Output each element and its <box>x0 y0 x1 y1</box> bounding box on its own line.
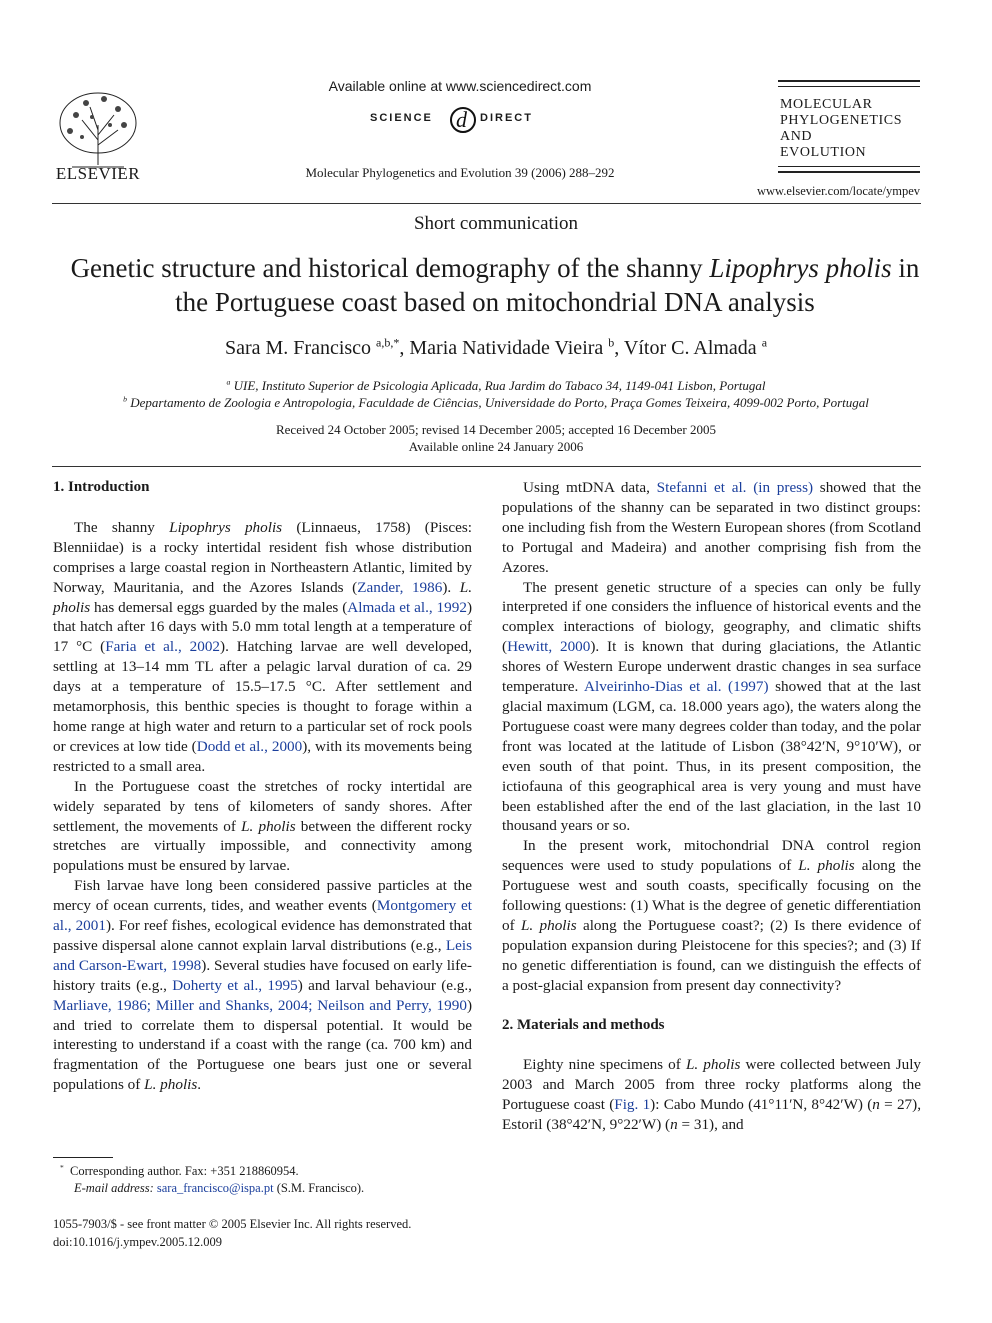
body-paragraph: In the present work, mitochondrial DNA control region sequences were used to study populations of L. pholis along the Portuguese west and south coasts, specifically focusing on the following questions: (1) What is the degree of genetic differentiation of L. pholis along the Portuguese coast?; (2) Is there evidence of population expansion during Pleistocene for this species?; and (3) If no genetic differentiation is found, can we distinguish the effects of a post-glacial expansion from present day connectivity? <box>502 837 922 994</box>
section-heading: 2. Materials and methods <box>502 1016 665 1033</box>
left-column <box>53 478 472 1095</box>
author-name: Sara M. Francisco <box>224 337 372 359</box>
journal-rule <box>778 166 920 167</box>
author-affiliation-marker: a <box>761 335 768 350</box>
journal-name <box>780 97 930 161</box>
journal-name-line: AND <box>780 129 813 144</box>
footnote-divider <box>53 1157 113 1158</box>
journal-url: www.elsevier.com/locate/ympev <box>756 184 920 198</box>
journal-rule <box>778 171 920 173</box>
article-title <box>60 251 930 319</box>
author-name: Vítor C. Almada <box>623 337 757 359</box>
journal-name-line: PHYLOGENETICS <box>780 113 903 128</box>
citation-link[interactable]: Dodd et al., 2000 <box>196 737 303 755</box>
citation-link[interactable]: Montgomery et al., 2001 <box>53 897 472 935</box>
body-paragraph: Eighty nine specimens of L. pholis were collected between July 2003 and March 2005 from three rocky platforms along the Portuguese coast (Fig. 1): Cabo Mundo (41°11′N, 8°42′W) (n = 27), Estoril (38°42′N, 9°22′W) (n = 31), and <box>502 1056 922 1134</box>
citation-link[interactable]: Almada et al., 1992 <box>347 598 467 616</box>
footnote-email <box>74 1180 494 1197</box>
email-suffix: (S.M. Francisco). <box>273 1181 365 1195</box>
title-part: in the Portuguese coast based on mitochondrial DNA analysis <box>175 253 920 317</box>
citation-link[interactable]: Alveirinho-Dias et al. (1997) <box>584 678 769 696</box>
email-label: E-mail address: <box>74 1181 154 1195</box>
affiliation-key: b <box>123 394 127 404</box>
online-date: Available online 24 January 2006 <box>408 439 584 454</box>
header-divider <box>52 203 921 204</box>
figure-link[interactable]: Fig. 1 <box>614 1096 651 1114</box>
sciencedirect-left: SCIENCE <box>370 112 433 124</box>
section-heading: 1. Introduction <box>53 479 150 495</box>
citation-link[interactable]: Zander, 1986 <box>357 578 443 596</box>
journal-name-line: EVOLUTION <box>780 145 867 160</box>
journal-citation: Molecular Phylogenetics and Evolution 39 (2006) 288–292 <box>305 165 615 180</box>
body-paragraph: The shanny Lipophrys pholis (Linnaeus, 1758) (Pisces: Blenniidae) is a rocky intertidal resident fish whose distribution comprises a large coastal region in Northeastern Atlantic, limited by Norway, Mauritania, and the Azores Islands (Zander, 1986). L. pholis has demersal eggs guarded by the males (Almada et al., 1992) that hatch after 16 days with 5.0 mm total length at a temperature of 17 °C (Faria et al., 2002). Hatching larvae are well developed, settling at 13–14 mm TL after a pelagic larval duration of ca. 29 days at a temperature of 15.5–17.5 °C. After settlement and metamorphosis, this benthic species is thought to forage within a home range at high water and return to a particular set of rock pools or crevices at low tide (Dodd et al., 2000), with its movements being restricted to a small area. <box>53 518 473 775</box>
affiliation <box>0 378 992 394</box>
footnote-text: Corresponding author. Fax: +351 218860954. <box>70 1164 299 1178</box>
svg-text:d: d <box>456 107 467 132</box>
sciencedirect-d-icon <box>448 100 478 136</box>
doi-line: doi:10.1016/j.ympev.2005.12.009 <box>53 1235 222 1249</box>
citation-link[interactable]: Marliave, 1986; Miller and Shanks, 2004; Neilson and Perry, 1990 <box>53 996 467 1014</box>
body-paragraph: In the Portuguese coast the stretches of rocky intertidal are widely separated by tens of kilometers of sandy shores. After settlement, the movements of L. pholis between the different rocky stretches are virtually impossible, and connectivity among populations must be ensured by larvae. <box>53 777 472 875</box>
citation-link[interactable]: Faria et al., 2002 <box>105 638 221 656</box>
email-link[interactable]: sara_francisco@ispa.pt <box>156 1181 274 1195</box>
right-column <box>502 478 921 1135</box>
title-divider <box>52 466 921 467</box>
footnote-mark: * <box>60 1162 64 1172</box>
publisher-logo-text: ELSEVIER <box>55 164 141 183</box>
body-paragraph: The present genetic structure of a species can only be fully interpreted if one considers the influence of historical events and the complex interactions of biology, geography, and climatic shifts (Hewitt, 2000). It is known that during glaciations, the Atlantic shores of Western Europe underwent drastic changes in sea surface temperature. Alveirinho-Dias et al. (1997) showed that at the last glacial maximum (LGM, ca. 18.000 years ago), the waters along the Portuguese coast were many degrees colder than today, and the polar front was located at the latitude of Lisbon (38°42′N, 9°10′W), or even south of that point. Thus, in its present composition, the ictiofauna of this geographical area is very young and must have been established after the end of the last glaciation, in the last 10 thousand years or so. <box>502 578 921 835</box>
journal-rule <box>778 86 920 87</box>
author-affiliation-marker: a,b,* <box>376 335 400 350</box>
footnote-corresponding <box>60 1163 480 1180</box>
title-species: Lipophrys pholis <box>709 253 892 283</box>
author-name: Maria Natividade Vieira <box>409 337 604 359</box>
sciencedirect-right: DIRECT <box>480 112 533 124</box>
affiliation-key: a <box>226 377 231 387</box>
section-label: Short communication <box>413 213 579 234</box>
affiliation <box>0 395 992 411</box>
journal-name-line: MOLECULAR <box>780 97 873 112</box>
citation-link[interactable]: Stefanni et al. (in press) <box>656 479 814 496</box>
issn-line: 1055-7903/$ - see front matter © 2005 Elsevier Inc. All rights reserved. <box>53 1217 412 1231</box>
citation-link[interactable]: Leis and Carson-Ewart, 1998 <box>53 936 472 974</box>
author-list: Sara M. Francisco $^{a,b,*}$, Maria Natividade Vieira $^b$, Vítor C. Almada $^a$ <box>224 335 768 359</box>
body-paragraph: Using mtDNA data, Stefanni et al. (in press) showed that the populations of the shanny can be separated in two distinct groups: one including fish from the Western European shores (from Scotland to Portugal and Madeira) and another comprising fish from the Azores. <box>502 479 921 576</box>
author-affiliation-marker: b <box>608 335 615 350</box>
citation-link[interactable]: Hewitt, 2000 <box>507 638 591 656</box>
journal-rule <box>778 80 920 82</box>
title-part: Genetic structure and historical demography of the shanny <box>70 253 710 283</box>
citation-link[interactable]: Doherty et al., 1995 <box>172 976 298 994</box>
body-paragraph: Fish larvae have long been considered passive particles at the mercy of ocean currents, tides, and weather events (Montgomery et al., 2001). For reef fishes, ecological evidence has demonstrated that passive dispersal alone cannot explain larval distributions (e.g., Leis and Carson-Ewart, 1998). Several studies have focused on early life-history traits (e.g., Doherty et al., 1995) and larval behaviour (e.g., Marliave, 1986; Miller and Shanks, 2004; Neilson and Perry, 1990) and tried to correlate them to dispersal potential. It would be interesting to understand if a coast with the range (ca. 700 km) and fragmentation of the Portuguese one bears just one or several populations of L. pholis. <box>53 877 473 1094</box>
sciencedirect-logo <box>330 100 590 140</box>
received-dates: Received 24 October 2005; revised 14 December 2005; accepted 16 December 2005 <box>275 422 717 437</box>
available-online-text: Available online at www.sciencedirect.com <box>328 78 592 94</box>
affiliation-text: Departamento de Zoologia e Antropologia, Faculdade de Ciências, Universidade do Porto, Praça Gomes Teixeira, 4099-002 Porto, Portugal <box>130 395 869 410</box>
affiliation-text: UIE, Instituto Superior de Psicologia Aplicada, Rua Jardim do Tabaco 34, 1149-041 Lisbon, Portugal <box>233 378 766 393</box>
